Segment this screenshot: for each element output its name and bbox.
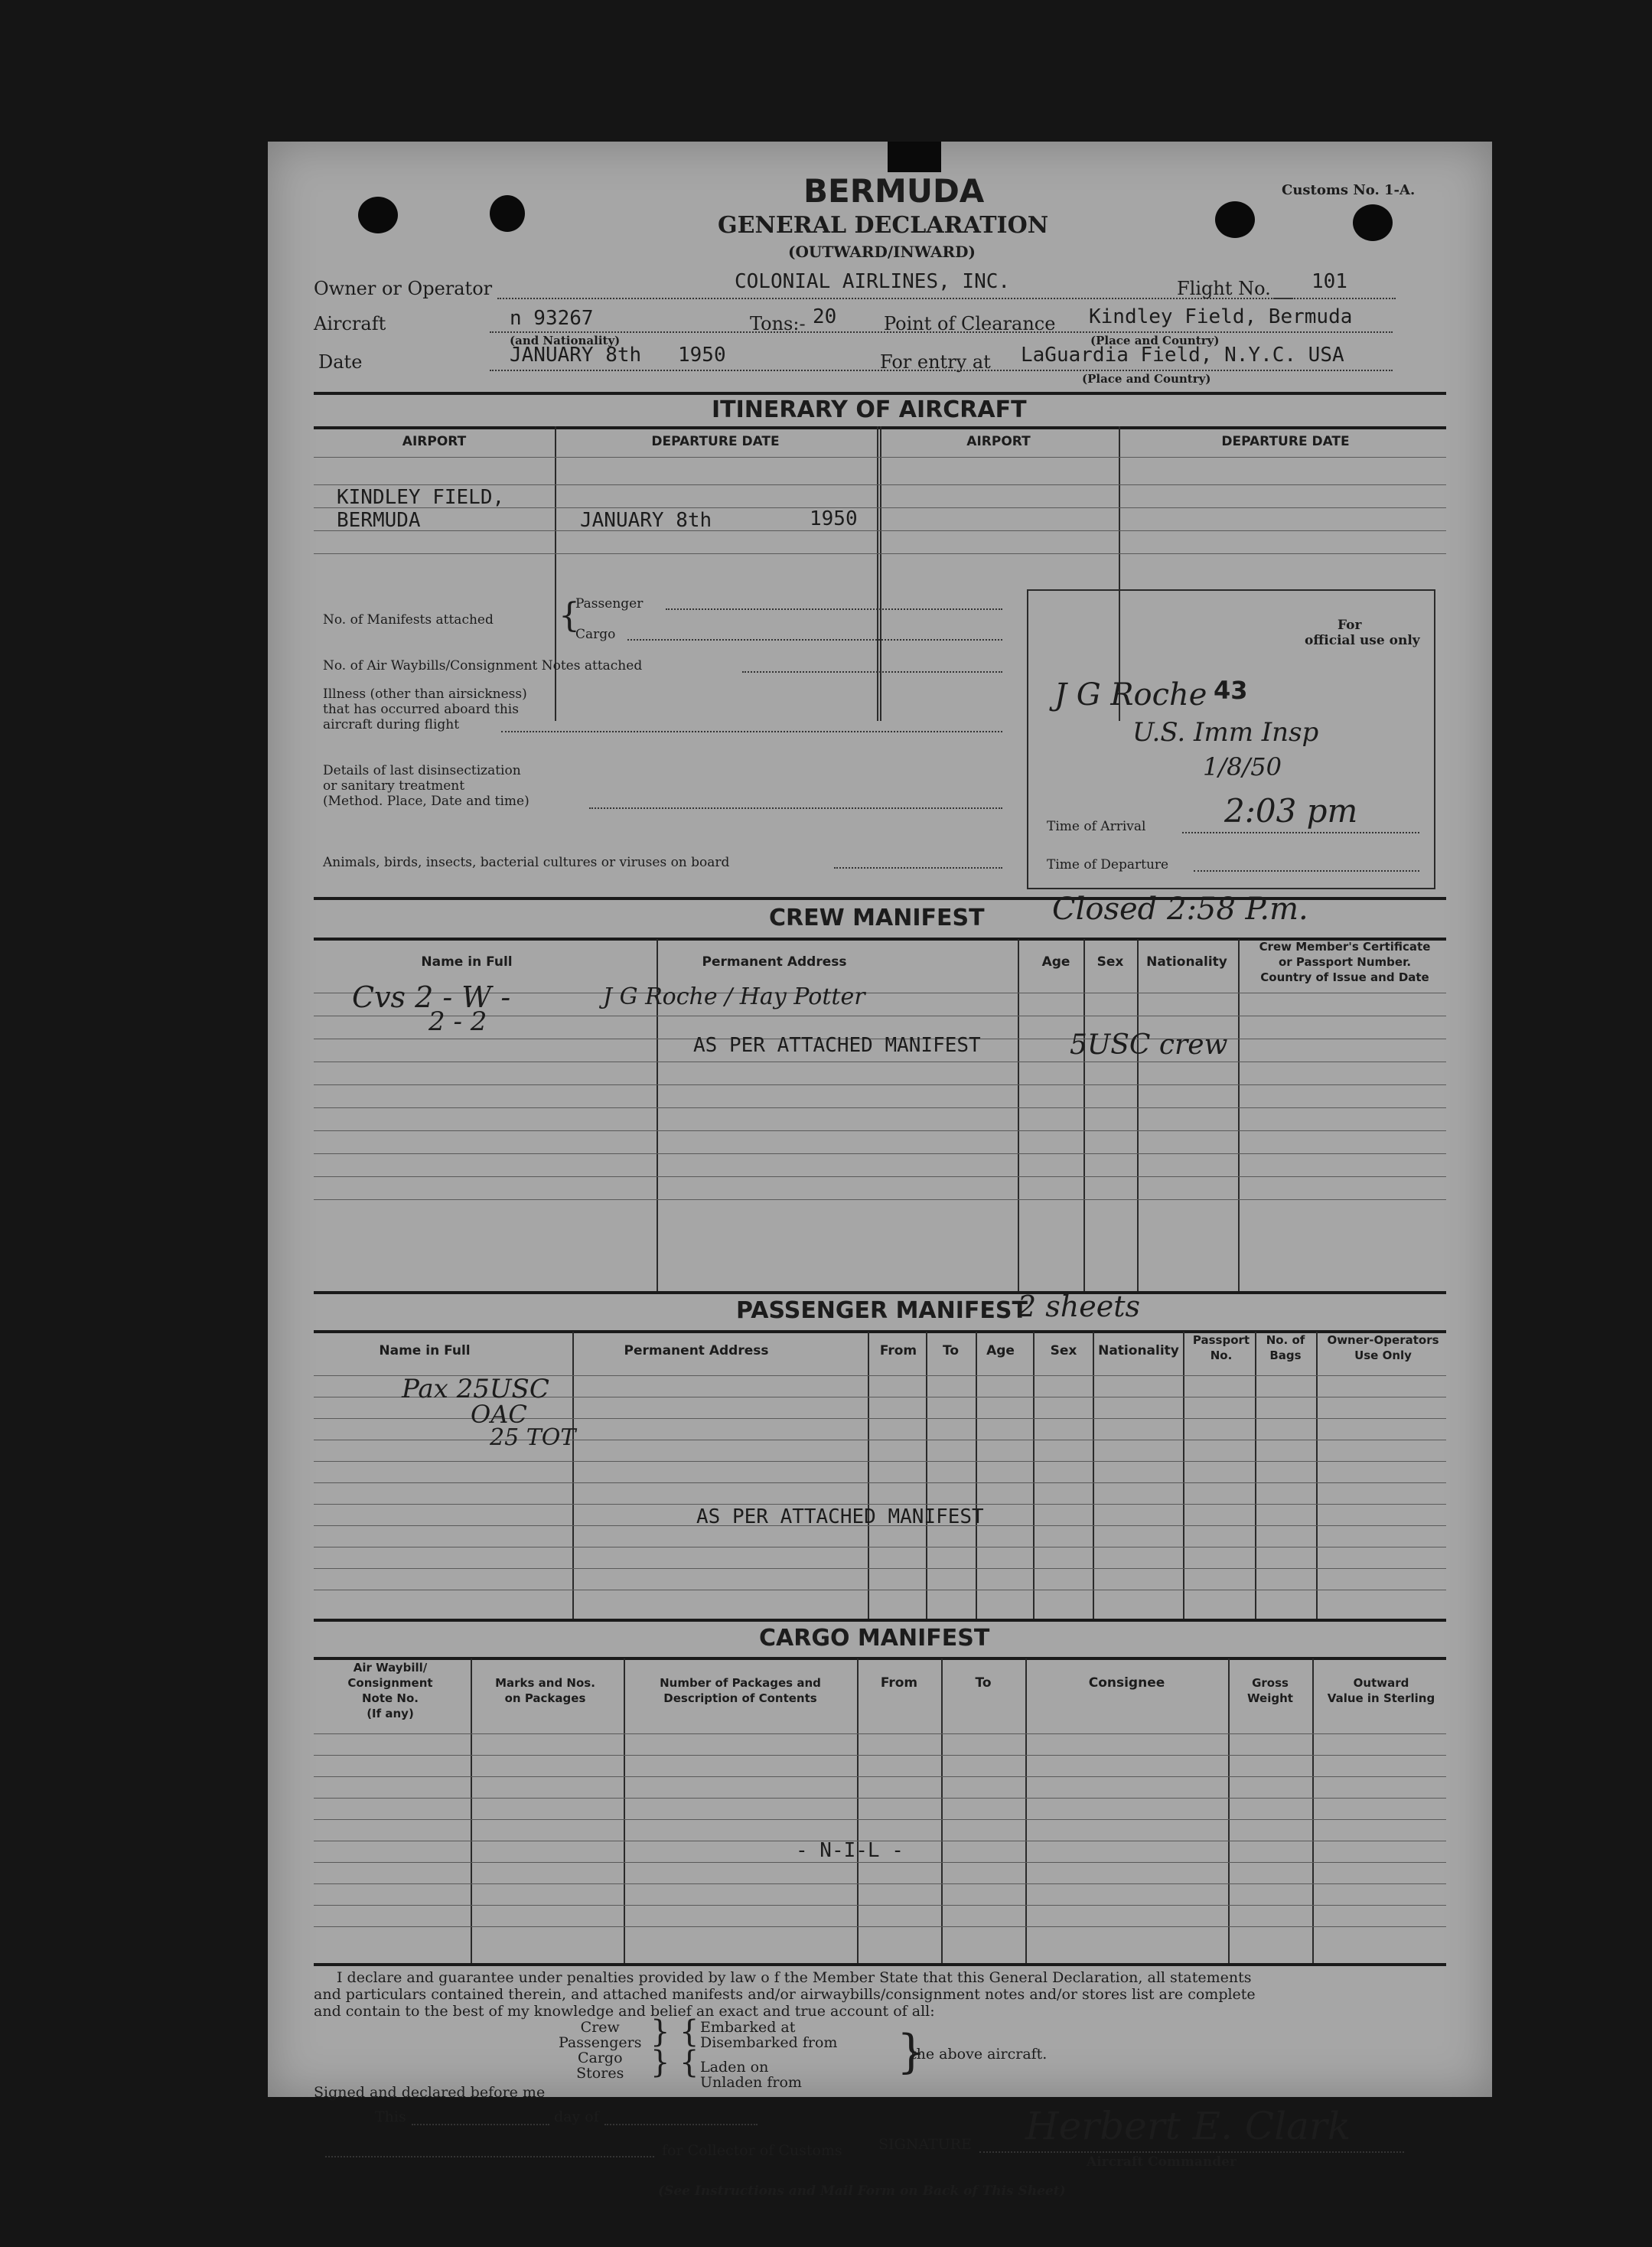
decl-crew: Crew: [580, 2019, 620, 2036]
itin-col-airport-1: AIRPORT: [402, 434, 467, 449]
crew-col-address: Permanent Address: [702, 954, 847, 970]
pax-hand-3: 25 TOT: [490, 1424, 576, 1451]
decl-commander: Aircraft Commander: [1087, 2154, 1237, 2170]
cargo-col-waybill-4: (If any): [367, 1707, 414, 1720]
pax-col-bags-2: Bags: [1269, 1349, 1302, 1362]
form-number: Customs No. 1-A.: [1282, 182, 1416, 198]
decl-passengers: Passengers: [559, 2034, 642, 2051]
header-direction: (OUTWARD/INWARD): [788, 243, 976, 261]
pax-col-nat: Nationality: [1098, 1343, 1179, 1358]
decl-signature-label: SIGNATURE: [878, 2136, 972, 2153]
cargo-col-gross-2: Weight: [1247, 1691, 1293, 1705]
flight-label: Flight No.: [1177, 278, 1271, 299]
decl-this: This: [375, 2108, 406, 2125]
pax-col-from: From: [879, 1343, 917, 1358]
header-country: BERMUDA: [803, 172, 985, 210]
cargo-col-number-1: Number of Packages and: [660, 1676, 821, 1690]
decl-stores: Stores: [576, 2065, 624, 2082]
pax-col-age: Age: [986, 1343, 1015, 1358]
itin-airport-line1: KINDLEY FIELD,: [337, 486, 505, 509]
decl-embarked: Embarked at: [700, 2019, 796, 2036]
entry-value: LaGuardia Field, N.Y.C. USA: [1021, 344, 1344, 367]
illness-line-3: aircraft during flight: [323, 717, 460, 732]
aircraft-label: Aircraft: [314, 313, 386, 334]
cargo-col-waybill-2: Consignment: [347, 1676, 433, 1690]
cargo-nil: - N-I-L -: [796, 1839, 904, 1862]
decl-signature-value: Herbert E. Clark: [1025, 2104, 1351, 2148]
pax-col-owner-1: Owner-Operators: [1327, 1333, 1439, 1347]
declaration-line-2: and particulars contained therein, and attached manifests and/or airwaybills/consignment notes and/or stores list are complete: [314, 1986, 1256, 2003]
torn-corner: [888, 142, 941, 172]
entry-sub: (Place and Country): [1082, 372, 1211, 386]
departure-time-label: Time of Departure: [1047, 857, 1169, 872]
itin-airport-line2: BERMUDA: [337, 509, 421, 532]
pax-col-name: Name in Full: [379, 1343, 471, 1358]
animals-label: Animals, birds, insects, bacterial cultures or viruses on board: [323, 855, 730, 870]
punch-hole: [1215, 201, 1255, 238]
cargo-title: CARGO MANIFEST: [759, 1625, 990, 1652]
cargo-col-marks-2: on Packages: [504, 1691, 586, 1705]
cargo-col-consignee: Consignee: [1088, 1675, 1165, 1691]
crew-hand-signature: J G Roche / Hay Potter: [603, 983, 865, 1010]
itinerary-title: ITINERARY OF AIRCRAFT: [712, 396, 1027, 423]
cargo-col-marks-1: Marks and Nos.: [495, 1676, 595, 1690]
date-value: JANUARY 8th: [510, 344, 642, 367]
official-hand-2: U.S. Imm Insp: [1132, 717, 1319, 748]
official-use-only: official use only: [1305, 633, 1420, 648]
itin-departure-value: JANUARY 8th: [580, 509, 712, 532]
cargo-col-from: From: [880, 1675, 918, 1691]
official-hand-3: 1/8/50: [1203, 752, 1282, 781]
declaration-line-1: I declare and guarantee under penalties provided by law o f the Member State that this General Declaration, all statements: [337, 1969, 1252, 1986]
arrival-value: 2:03 pm: [1224, 792, 1358, 830]
decl-unladen: Unladen from: [700, 2074, 802, 2091]
cargo-col-outward-1: Outward: [1353, 1676, 1409, 1690]
decl-disembarked: Disembarked from: [700, 2034, 838, 2051]
cargo-col-waybill-3: Note No.: [362, 1691, 419, 1705]
pax-col-bags-1: No. of: [1266, 1333, 1305, 1347]
manifest-cargo-label: Cargo: [575, 627, 616, 642]
aircraft-value: n 93267: [510, 307, 594, 330]
crew-hand-name-2: 2 - 2: [428, 1006, 487, 1037]
official-for: For: [1338, 618, 1362, 633]
date-year: 1950: [678, 344, 726, 367]
declaration-form: BERMUDA GENERAL DECLARATION (OUTWARD/INWARD) Customs No. 1-A. Owner or Operator COLONIAL AIRLINES, INC. Flight No. 101 Aircraft n 93267 (and Nationality) Tons:- 20 Point of Clearance Kindley Field, Bermuda (Place and Country) Date JANUARY 8th 1950 For entry at LaGuardia Field, N.Y.C. USA (Place and Country) ITINERARY OF AIRCRAFT AIRPORT DEPARTURE DATE AIRPORT DEPARTURE DATE KINDLEY FIELD, BERMUDA JANUARY 8th 1950 No. of Manifests attached { Passenger Cargo No. of Air Waybills/Consignment Notes attached Illness (other than airsickness) that has occurred aboard this aircraft during flight Details of last disinsectization or sanitary treatment (Method. Place, Date and time) Animals, birds, insects, bacterial cultures or viruses on board For official use only 43 J G Roche U.S. Imm Insp 1/8/50 Time of Arrival 2:03 pm Time of Departure CREW MANIFEST Closed 2:58 P.m. Name in Full Permanent Address Age Sex Nationality Crew Member's Certificate or Passport Number. Country of Issue and Date Cvs 2 - W - 2 - 2 J G Roche / Hay Potter AS PER ATTACHED MANIFEST 5USC crew PASSENGER MANIFEST 2 sheets Name in Full Permanent Address From To Age Sex Nationality Passport No. No. of Bags Owner-Operators Use Only Pax 25USC OAC 25 TOT AS PER ATTACHED MANIFEST CARGO MANIFEST Air Waybill/ Consignment Note No. (If any) Marks and Nos. on Packages Number of Packages and Description of Contents From To Consignee Gross Weight Outward Value in Sterling - N-I-L - I declare and guarantee under penalties provided by law o f the Member State that this General Declaration, all statements and particulars contained therein, and attached manifests and/or airwaybills/consignment notes and/or stores list are complete and contain to the best of my knowledge and belief an exact and true account of all: Crew Passengers Cargo Stores } } { { Embarked at Disembarked from Laden on Unladen from } the above aircraft. Signed and declared before me This day of for Collector of Customs SIGNATURE Herbert E. Clark Aircraft Commander (See Instructions and Mail Form on Back of This Sheet): [268, 142, 1492, 2097]
punch-hole: [358, 197, 398, 233]
decl-laden: Laden on: [700, 2059, 769, 2076]
tons-label: Tons:-: [750, 313, 806, 334]
cargo-col-waybill-1: Air Waybill/: [353, 1661, 428, 1675]
pax-col-address: Permanent Address: [624, 1343, 769, 1358]
pax-col-sex: Sex: [1050, 1343, 1077, 1358]
decl-day-of: day of: [554, 2108, 599, 2125]
crew-col-cert-2: or Passport Number.: [1278, 955, 1412, 969]
clearance-label: Point of Clearance: [884, 313, 1056, 334]
aircraft-sub: (and Nationality): [510, 334, 621, 347]
crew-col-age: Age: [1041, 954, 1070, 970]
no-manifests-label: No. of Manifests attached: [323, 612, 494, 628]
decl-cargo: Cargo: [577, 2050, 623, 2066]
pax-col-passport-1: Passport: [1192, 1333, 1250, 1347]
crew-col-name: Name in Full: [421, 954, 513, 970]
manifest-passenger-label: Passenger: [575, 596, 644, 611]
cargo-col-to: To: [975, 1675, 992, 1691]
itin-departure-year: 1950: [810, 507, 858, 530]
clearance-sub: (Place and Country): [1090, 334, 1220, 347]
crew-col-nat: Nationality: [1146, 954, 1227, 970]
illness-line-1: Illness (other than airsickness): [323, 686, 527, 702]
stamp-number: 43: [1214, 676, 1248, 705]
crew-title: CREW MANIFEST: [769, 905, 985, 931]
passenger-title: PASSENGER MANIFEST: [736, 1297, 1028, 1324]
crew-attached: AS PER ATTACHED MANIFEST: [693, 1034, 981, 1057]
owner-value: COLONIAL AIRLINES, INC.: [735, 270, 1011, 293]
pax-col-passport-2: No.: [1210, 1349, 1233, 1362]
tons-value: 20: [813, 305, 837, 328]
disinsect-line-1: Details of last disinsectization: [323, 763, 521, 778]
crew-closed-note: Closed 2:58 P.m.: [1052, 892, 1308, 927]
date-label: Date: [318, 351, 363, 373]
punch-hole: [1353, 204, 1393, 241]
pax-attached: AS PER ATTACHED MANIFEST: [696, 1505, 984, 1528]
waybills-label: No. of Air Waybills/Consignment Notes attached: [323, 658, 643, 673]
pax-hand-2: OAC: [471, 1400, 527, 1429]
crew-hand-name-1: Cvs 2 - W -: [352, 980, 511, 1014]
itin-col-departure-1: DEPARTURE DATE: [651, 434, 780, 449]
disinsect-line-2: or sanitary treatment: [323, 778, 465, 794]
pax-hand-1: Pax 25USC: [402, 1374, 549, 1404]
itin-col-departure-2: DEPARTURE DATE: [1221, 434, 1350, 449]
pax-col-owner-2: Use Only: [1354, 1349, 1412, 1362]
clearance-value: Kindley Field, Bermuda: [1089, 305, 1353, 328]
crew-col-sex: Sex: [1096, 954, 1124, 970]
pax-col-to: To: [942, 1343, 960, 1358]
owner-label: Owner or Operator: [314, 278, 493, 299]
decl-aircraft: the above aircraft.: [911, 2046, 1048, 2063]
decl-signed: Signed and declared before me: [314, 2084, 546, 2101]
crew-col-cert-1: Crew Member's Certificate: [1259, 940, 1431, 954]
official-hand-1: J G Roche: [1054, 677, 1207, 713]
disinsect-line-3: (Method. Place, Date and time): [323, 794, 529, 809]
cargo-col-number-2: Description of Contents: [663, 1691, 817, 1705]
decl-collector: for Collector of Customs: [662, 2142, 842, 2159]
declaration-line-3: and contain to the best of my knowledge and belief an exact and true account of all:: [314, 2003, 935, 2020]
crew-hand-note: 5USC crew: [1070, 1029, 1228, 1061]
decl-footer: (See Instructions and Mail Form on Back of This Sheet): [658, 2183, 1066, 2199]
passenger-hand-note: 2 sheets: [1018, 1290, 1140, 1323]
arrival-label: Time of Arrival: [1047, 819, 1146, 834]
punch-hole: [490, 195, 525, 232]
header-title: GENERAL DECLARATION: [718, 212, 1049, 239]
illness-line-2: that has occurred aboard this: [323, 702, 519, 717]
crew-col-cert-3: Country of Issue and Date: [1260, 970, 1429, 984]
flight-value: 101: [1311, 270, 1347, 293]
cargo-col-gross-1: Gross: [1252, 1676, 1289, 1690]
itin-col-airport-2: AIRPORT: [966, 434, 1031, 449]
entry-label: For entry at: [880, 351, 991, 373]
cargo-col-outward-2: Value in Sterling: [1327, 1691, 1435, 1705]
